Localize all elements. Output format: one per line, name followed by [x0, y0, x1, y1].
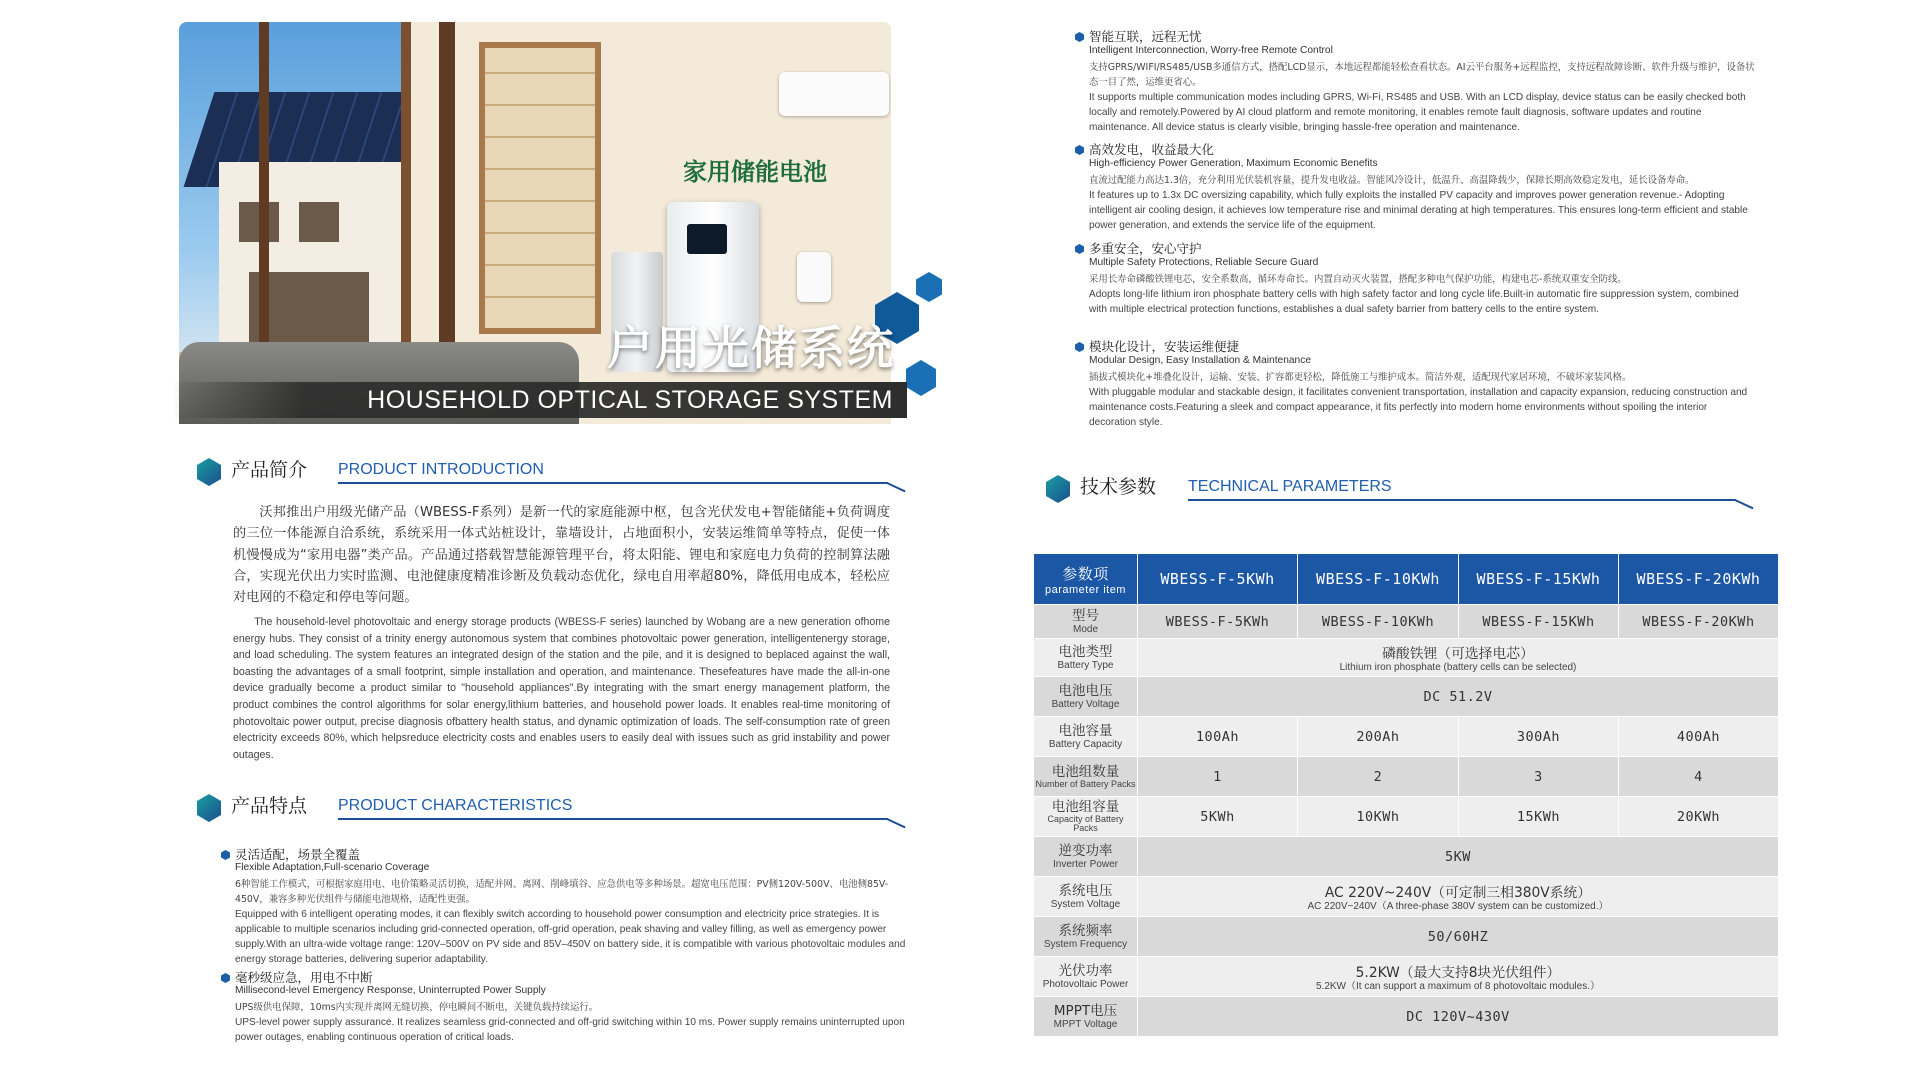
feature-body-cn: 插拔式模块化+堆叠化设计，运输、安装、扩容都更轻松，降低施工与维护成本。简洁外观，适配现代家居环境，不破坏家装风格。: [1089, 372, 1632, 383]
param-en: Battery Type: [1057, 659, 1114, 671]
feature-subtitle: Modular Design, Easy Installation & Maintenance: [1089, 355, 1311, 366]
feature-item: [221, 845, 911, 965]
feature-title: 毫秒级应急，用电不中断: [235, 970, 373, 985]
cell-value: WBESS-F-20KWh: [1619, 605, 1779, 639]
param-en: System Frequency: [1043, 938, 1128, 950]
feature-body-en: Equipped with 6 intelligent operating modes, it can flexibly switch according to household power consumption and electricity price strategies. It is applicable to multiple scenarios including grid-connected operation, off-grid operation, peak shaving and valley filling, as well as emergency power supply.With an ultra-wide voltage range: 120V–500V on PV side and 85V–450V on battery side, it is compatible with various photovoltaic modules and energy storage batteries, delivering superior adaptability.: [235, 909, 906, 965]
header-model: WBESS-F-10KWh: [1298, 554, 1459, 605]
bullet-icon: [1075, 244, 1084, 254]
cell-value-en: 5.2KW（It can support a maximum of 8 photovoltaic modules.）: [1315, 980, 1600, 992]
feature-title: 模块化设计，安装运维便捷: [1089, 339, 1240, 354]
param-en: Battery Capacity: [1048, 738, 1123, 750]
hero-title-en-band: [172, 382, 907, 418]
param-en: Mode: [1072, 623, 1098, 635]
feature-subtitle: Intelligent Interconnection, Worry-free Remote Control: [1089, 45, 1333, 56]
cell-value: WBESS-F-15KWh: [1459, 605, 1619, 639]
feature-subtitle: High-efficiency Power Generation, Maximum Economic Benefits: [1089, 158, 1378, 169]
divider: [887, 818, 906, 828]
section-title-en: PRODUCT CHARACTERISTICS: [338, 797, 573, 814]
bullet-icon: [1075, 145, 1084, 155]
table-row: [1034, 917, 1779, 957]
section-title-cn: 产品简介: [231, 459, 308, 481]
param-label: [1034, 605, 1138, 639]
cell-value: 4: [1619, 757, 1779, 797]
param-cn: 型号: [1072, 607, 1099, 624]
param-cn: 电池类型: [1058, 643, 1113, 660]
hexagon-icon: [916, 272, 942, 302]
ev-charger: [797, 252, 831, 302]
param-label: [1034, 677, 1138, 717]
param-cn: MPPT电压: [1053, 1002, 1118, 1019]
param-label: [1034, 837, 1138, 877]
param-label: [1034, 877, 1138, 917]
cell-value: WBESS-F-10KWh: [1298, 605, 1459, 639]
param-en: Capacity of Battery Packs: [1047, 814, 1124, 833]
header-param-cn: 参数项: [1062, 564, 1109, 583]
header-param: [1034, 554, 1138, 605]
feature-body-cn: 6种智能工作模式，可根据家庭用电、电价策略灵活切换，适配并网、离网、削峰填谷、应急供电等多种场景。超宽电压范围：PV侧120V-500V、电池侧85V-450V，兼容多种光伏组件与储能电池规格，适配性更强。: [235, 879, 889, 905]
param-en: MPPT Voltage: [1053, 1018, 1118, 1030]
param-label: [1034, 957, 1138, 997]
cell-value: 10KWh: [1298, 797, 1459, 837]
air-conditioner: [779, 72, 889, 116]
feature-title: 多重安全，安心守护: [1089, 241, 1202, 256]
divider: [1735, 499, 1754, 509]
cell-value: 200Ah: [1298, 717, 1459, 757]
param-cn: 电池容量: [1058, 722, 1113, 739]
cell-value: 300Ah: [1459, 717, 1619, 757]
feature-title: 智能互联，远程无忧: [1089, 29, 1202, 44]
section-title-cn: 产品特点: [231, 795, 308, 817]
cell-value: 3: [1459, 757, 1619, 797]
divider: [338, 482, 888, 484]
feature-body-en: Adopts long-life lithium iron phosphate battery cells with high safety factor and long cycle life.Built-in automatic fire suppression system, combined with multiple electrical protection functions, establishes a dual safety barrier from battery cells to the entire system.: [1089, 289, 1739, 315]
feature-item: [1075, 337, 1755, 437]
section-heading-intro: [197, 450, 907, 490]
cell-value: 5KWh: [1138, 797, 1298, 837]
param-label: [1034, 717, 1138, 757]
divider: [338, 818, 888, 820]
param-label: [1034, 997, 1138, 1037]
battery-display: [687, 224, 727, 254]
table-row: [1034, 877, 1779, 917]
table-header-row: [1034, 554, 1779, 605]
param-cn: 系统频率: [1058, 922, 1113, 939]
divider: [1188, 499, 1736, 501]
section-title-cn: 技术参数: [1080, 476, 1157, 498]
header-model: WBESS-F-15KWh: [1459, 554, 1619, 605]
param-cn: 光伏功率: [1058, 962, 1113, 979]
section-heading-characteristics: [197, 786, 907, 826]
feature-item: [1075, 239, 1755, 339]
feature-body-cn: 直流过配能力高达1.3倍，充分利用光伏装机容量，提升发电收益。智能风冷设计，低温升、高温降载少，保障长期高效稳定发电，延长设备寿命。: [1089, 175, 1695, 186]
cell-value-cn: 磷酸铁锂（可选择电芯）: [1382, 645, 1534, 662]
feature-body-cn: 采用长寿命磷酸铁锂电芯，安全系数高，循环寿命长。内置自动灭火装置，搭配多种电气保护功能，构建电芯-系统双重安全防线。: [1089, 274, 1627, 285]
header-model: WBESS-F-5KWh: [1138, 554, 1298, 605]
feature-body-en: It supports multiple communication modes including GPRS, Wi-Fi, RS485 and USB. With an LCD display, device status can be easily checked both locally and remotely.Powered by AI cloud platform and remote monitoring, it enables remote fault diagnosis, software updates and routine maintenance. All device status is clearly visible, bringing hassle-free operation and maintenance.: [1089, 92, 1746, 133]
intro-paragraph-cn: 沃邦推出户用级光储产品（WBESS-F系列）是新一代的家庭能源中枢，包含光伏发电+智能储能+负荷调度的三位一体能源自洽系统，系统采用一体式站桩设计，靠墙设计，占地面积小，安装运维简单等特点，促使一体机慢慢成为“家用电器”类产品。产品通过搭载智慧能源管理平台，将太阳能、锂电和家庭电力负荷的控制算法融合，实现光伏出力实时监测、电池健康度精准诊断及负载动态优化，绿电自用率超80%，降低用电成本，轻松应对电网的不稳定和停电等问题。: [233, 505, 890, 606]
cell-value-cn: AC 220V~240V（可定制三相380V系统）: [1324, 884, 1592, 901]
cell-value: 15KWh: [1459, 797, 1619, 837]
hexagon-icon: [1046, 475, 1070, 503]
hexagon-icon: [906, 360, 936, 396]
feature-item: [221, 968, 911, 1048]
hexagon-icon: [197, 458, 221, 486]
hero-title: [172, 312, 907, 420]
param-cn: 系统电压: [1058, 882, 1113, 899]
cell-value: [1138, 639, 1779, 677]
cell-value-en: Lithium iron phosphate (battery cells can be selected): [1339, 661, 1577, 673]
table-row: [1034, 605, 1779, 639]
feature-title: 高效发电，收益最大化: [1089, 142, 1215, 157]
table-row: [1034, 757, 1779, 797]
hero-label: 家用储能电池: [683, 158, 827, 186]
hero-title-cn: 户用光储系统: [607, 321, 895, 375]
cell-value: 100Ah: [1138, 717, 1298, 757]
cell-value: [1138, 877, 1779, 917]
table-row: [1034, 717, 1779, 757]
table-row: [1034, 997, 1779, 1037]
param-en: System Voltage: [1050, 898, 1121, 910]
table-row: [1034, 837, 1779, 877]
feature-body-cn: UPS级供电保障，10ms内实现并离网无缝切换，停电瞬间不断电，关键负载持续运行。: [235, 1002, 599, 1013]
table-row: [1034, 957, 1779, 997]
feature-item: [1075, 140, 1755, 240]
param-label: [1034, 917, 1138, 957]
param-en: Battery Voltage: [1051, 698, 1120, 710]
param-label: [1034, 797, 1138, 837]
feature-subtitle: Flexible Adaptation,Full-scenario Coverage: [235, 862, 430, 873]
cell-value: 50/60HZ: [1138, 917, 1779, 957]
bullet-icon: [221, 850, 230, 860]
cell-value-cn: 5.2KW（最大支持8块光伏组件）: [1355, 964, 1561, 981]
divider: [887, 482, 906, 492]
section-title-en: PRODUCT INTRODUCTION: [338, 461, 544, 478]
bullet-icon: [221, 973, 230, 983]
cell-value: 2: [1298, 757, 1459, 797]
param-cn: 电池组数量: [1051, 763, 1120, 780]
cell-value: WBESS-F-5KWh: [1138, 605, 1298, 639]
cell-value: DC 120V~430V: [1138, 997, 1779, 1037]
hero-title-en: HOUSEHOLD OPTICAL STORAGE SYSTEM: [367, 386, 893, 414]
feature-body-en: UPS-level power supply assurance. It realizes seamless grid-connected and off-grid switching within 10 ms. Power supply remains uninterrupted upon power outages, enabling continuous operation of critical loads.: [235, 1017, 905, 1043]
bullet-icon: [1075, 32, 1084, 42]
header-param-en: parameter item: [1045, 583, 1126, 596]
bullet-icon: [1075, 342, 1084, 352]
feature-body-en: It features up to 1.3x DC oversizing capability, which fully exploits the installed PV capacity and improves power generation revenue.- Adopting intelligent air cooling design, it achieves low temperature rise and minimal derating at high temperatures. This ensures long-term efficient and stable power generation, and extends the service life of the equipment.: [1089, 190, 1748, 231]
hexagon-icon: [197, 794, 221, 822]
cell-value: DC 51.2V: [1138, 677, 1779, 717]
table-row: [1034, 639, 1779, 677]
feature-body-cn: 支持GPRS/WIFI/RS485/USB多通信方式，搭配LCD显示，本地远程都能轻松查看状态。AI云平台服务+远程监控，支持远程故障诊断、软件升级与维护，设备状态一目了然，运维更省心。: [1089, 62, 1755, 88]
feature-item: [1075, 27, 1755, 137]
intro-paragraph-en: The household-level photovoltaic and energy storage products (WBESS-F series) launched by Wobang are a new generation ofhome energy hubs. They consist of a trinity energy autonomous system that combines photovoltaic power generation, intelligentenergy storage, and load scheduling. The system features an integrated design of the station and the pile, and it is designed to beplaced against the wall, boasting the advantages of a small footprint, simple installation and operation, and maintenance. Thesefeatures have made the all-in-one device gradually become a product similar to "household appliances".By integrating with the smart energy management platform, the product combines the control algorithms for solar energy,lithium batteries, and household power loads. It enables real-time monitoring of photovoltaic power output, precise diagnosis ofbattery health status, and dynamic optimization of loads. The self-consumption rate of green electricity exceeds 80%, which helpsreduce electricity costs and enables users to easily deal with issues such as grid instability and power outages.: [233, 616, 890, 761]
param-cn: 电池组容量: [1051, 799, 1120, 815]
param-cn: 电池电压: [1058, 682, 1113, 699]
param-label: [1034, 639, 1138, 677]
table-row: [1034, 797, 1779, 837]
pillar: [259, 22, 269, 352]
param-cn: 逆变功率: [1058, 842, 1113, 859]
shoji-screen: [479, 42, 601, 334]
cell-value: 400Ah: [1619, 717, 1779, 757]
feature-subtitle: Multiple Safety Protections, Reliable Secure Guard: [1089, 257, 1319, 268]
feature-subtitle: Millisecond-level Emergency Response, Uninterrupted Power Supply: [235, 985, 546, 996]
param-en: Inverter Power: [1052, 858, 1119, 870]
table-row: [1034, 677, 1779, 717]
param-en: Number of Battery Packs: [1035, 778, 1136, 789]
param-en: Photovoltaic Power: [1042, 978, 1129, 990]
section-heading-tech: [1046, 467, 1766, 507]
param-label: [1034, 757, 1138, 797]
cell-value: 20KWh: [1619, 797, 1779, 837]
feature-body-en: With pluggable modular and stackable design, it facilitates convenient transportation, installation and capacity expansion, reducing construction and maintenance costs.Featuring a sleek and compact appearance, it fits perfectly into modern home environments without spoiling the interior decoration style.: [1089, 387, 1748, 428]
header-model: WBESS-F-20KWh: [1619, 554, 1779, 605]
cell-value-en: AC 220V~240V（A three-phase 380V system can be customized.）: [1307, 900, 1609, 912]
cell-value: 5KW: [1138, 837, 1779, 877]
cell-value: 1: [1138, 757, 1298, 797]
spec-table: [1033, 553, 1779, 1037]
cell-value: [1138, 957, 1779, 997]
section-title-en: TECHNICAL PARAMETERS: [1188, 478, 1392, 495]
feature-title: 灵活适配，场景全覆盖: [235, 847, 361, 862]
